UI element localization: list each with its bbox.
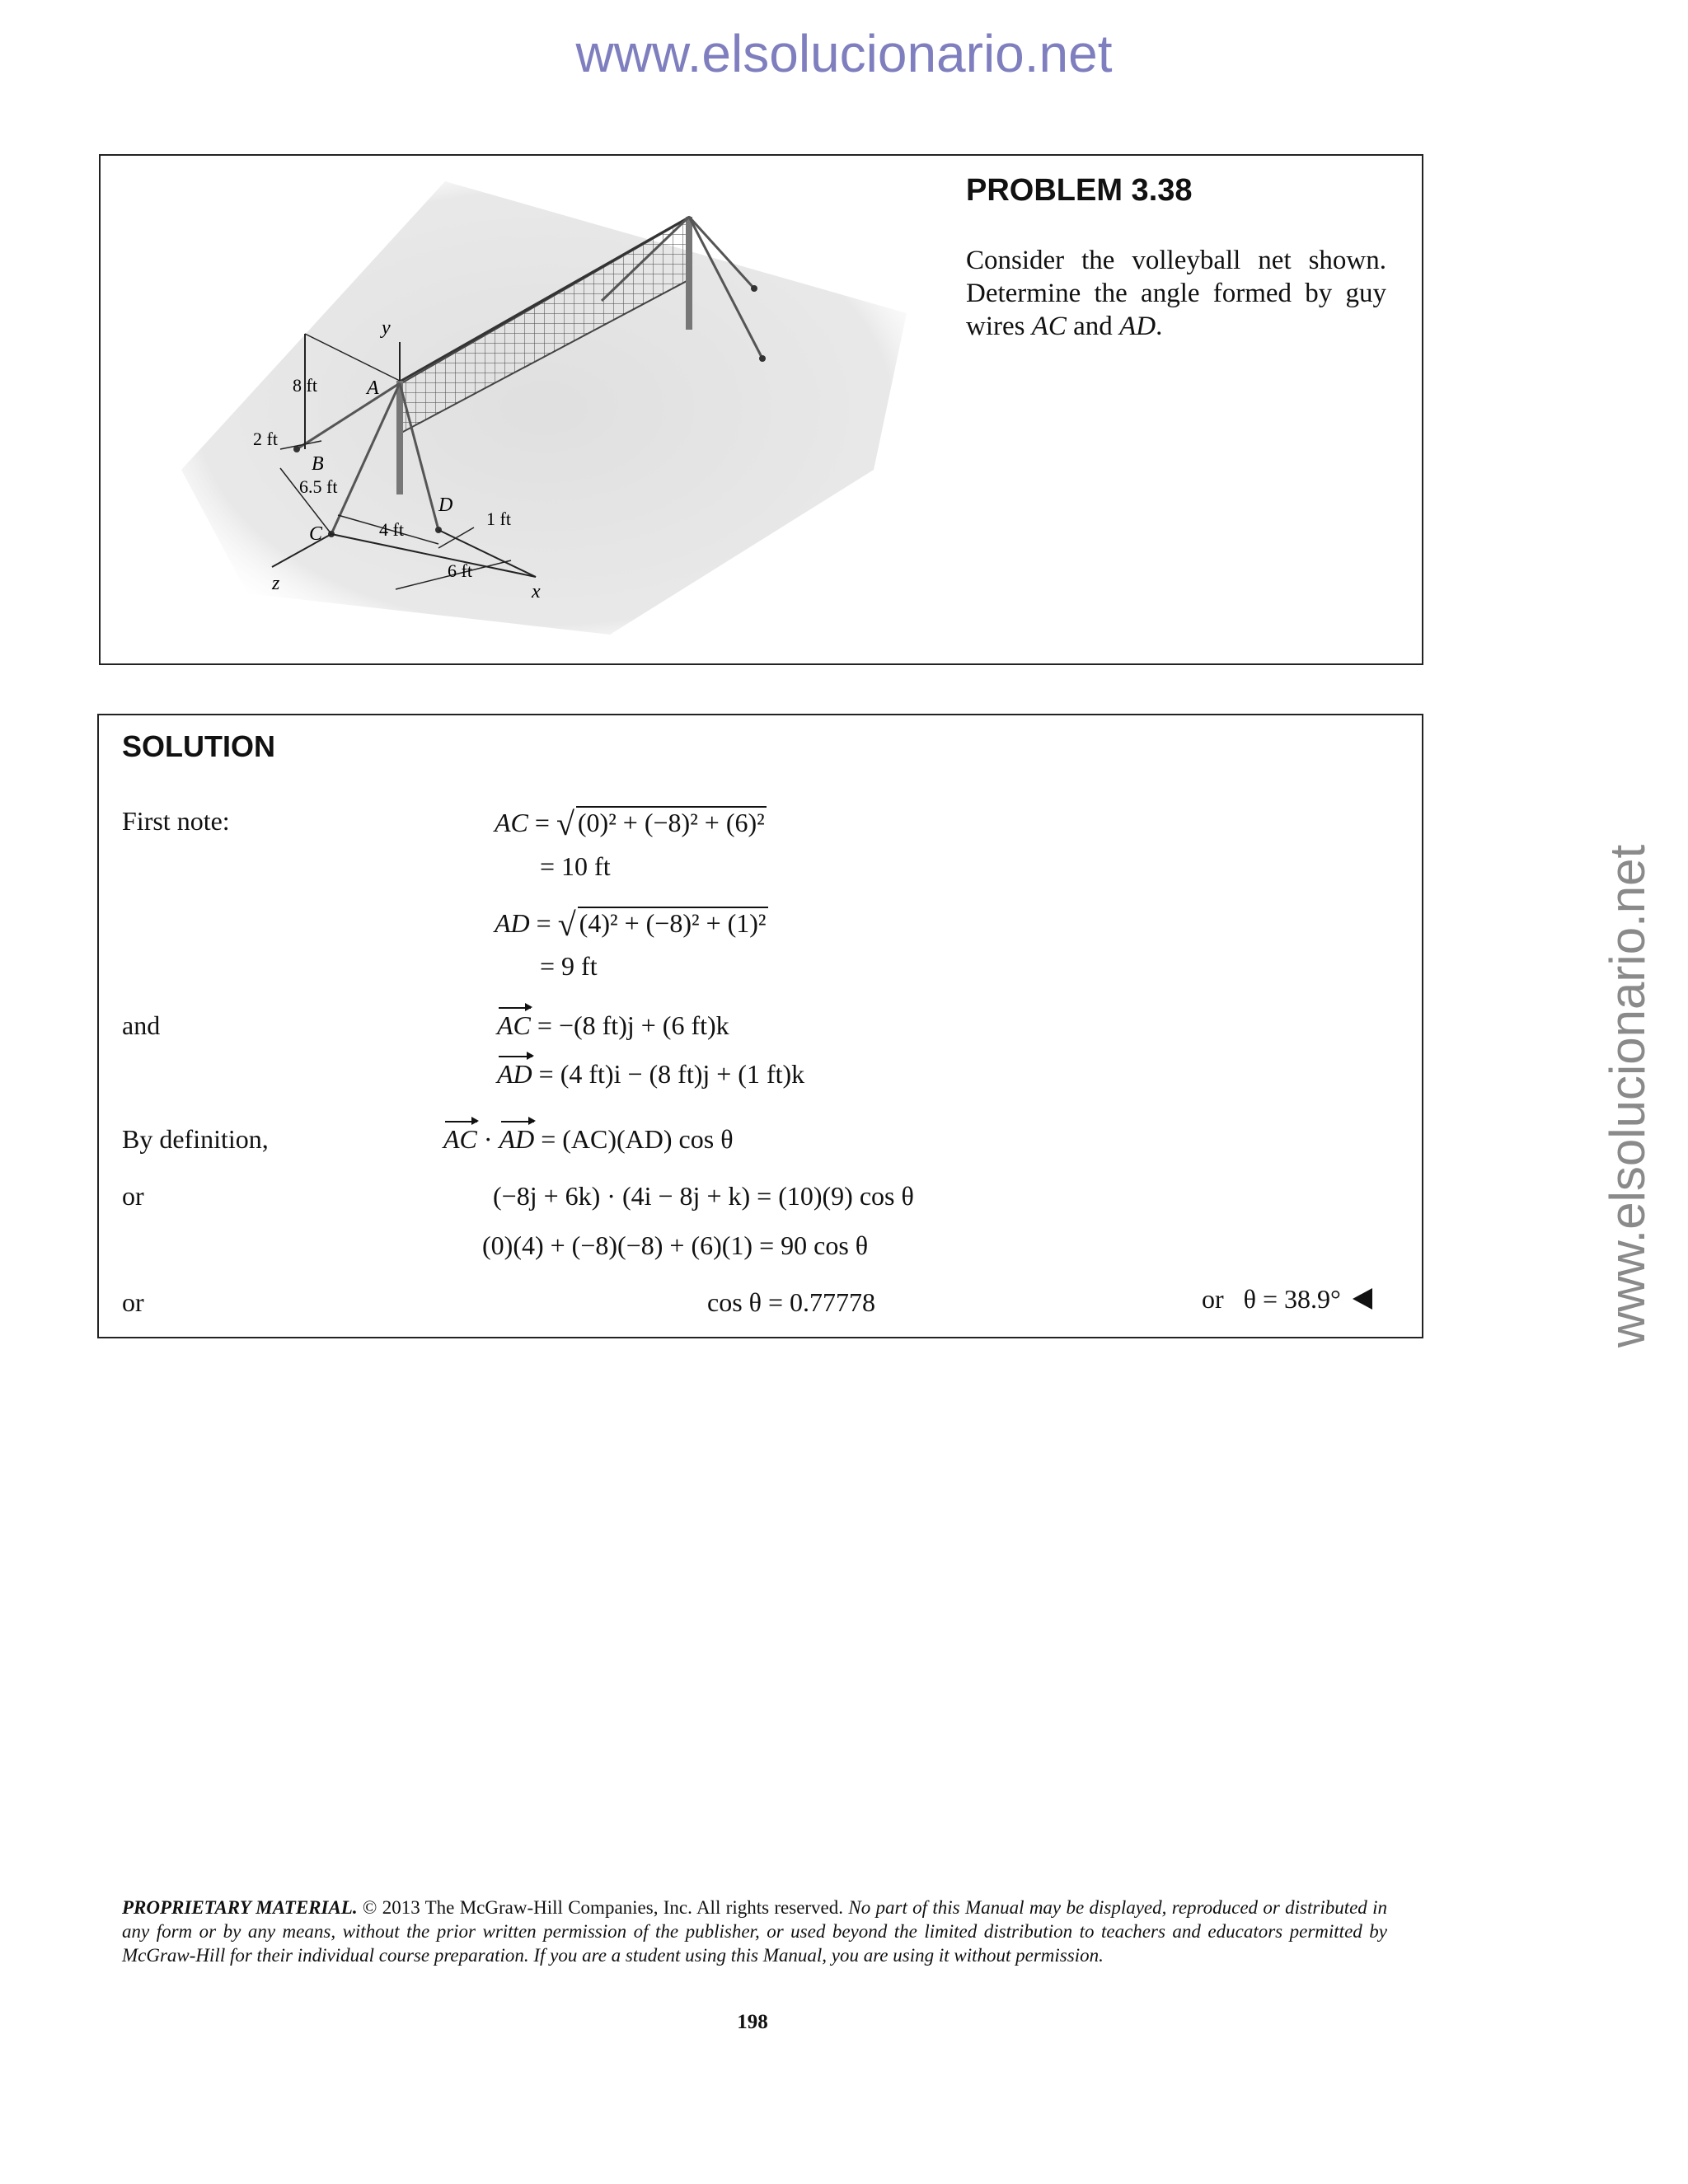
label-by-definition: By definition, [122,1124,269,1154]
eq-dot-numeric: (0)(4) + (−8)(−8) + (6)(1) = 90 cos θ [482,1230,869,1260]
eq-cos-result: cos θ = 0.77778 [707,1287,876,1317]
eq-dot-expanded: (−8j + 6k) · (4i − 8j + k) = (10)(9) cos θ [493,1181,914,1211]
label-B: B [312,453,324,475]
dim-4ft: 4 ft [379,519,404,540]
watermark-side: www.elsolucionario.net [1600,844,1655,1348]
final-answer: or θ = 38.9° [1202,1284,1372,1315]
stake-far-1 [751,285,757,292]
dim-1ft: 1 ft [486,509,511,529]
eq-dot-definition: AC · AD = (AC)(AD) cos θ [443,1124,734,1154]
label-C: C [309,523,323,545]
eq-ad-length: AD = √ (4)² + (−8)² + (1)² [495,906,767,943]
eq-vector-ac: AC = −(8 ft)j + (6 ft)k [497,1010,729,1040]
ground-shading [181,181,907,635]
volleyball-net-figure [148,165,940,651]
eq-ac-value: = 10 ft [540,851,611,881]
label-y: y [382,317,391,339]
problem-title: PROBLEM 3.38 [966,173,1193,208]
label-z: z [272,573,280,594]
label-and: and [122,1010,161,1040]
answer-marker-icon [1353,1288,1372,1310]
label-first-note: First note: [122,806,230,836]
dim-6ft: 6 ft [448,560,472,581]
stake-far-2 [759,355,766,362]
label-x: x [532,581,541,602]
problem-statement: Consider the volleyball net shown. Determine the angle formed by guy wires AC and AD. [966,246,1386,341]
page-number: 198 [737,2011,768,2033]
label-or-1: or [122,1181,144,1211]
label-A: A [367,377,379,399]
dim-8ft: 8 ft [293,375,317,396]
eq-ac-length: AC = √ (0)² + (−8)² + (6)² [495,805,765,842]
eq-ad-value: = 9 ft [540,951,598,981]
label-or-2: or [122,1287,144,1317]
label-D: D [438,494,453,516]
watermark-top: www.elsolucionario.net [575,24,1113,83]
dim-2ft: 2 ft [253,429,278,449]
eq-vector-ad: AD = (4 ft)i − (8 ft)j + (1 ft)k [497,1059,805,1089]
solution-title: SOLUTION [122,729,275,763]
dim-6-5ft: 6.5 ft [299,476,338,497]
proprietary-footer: PROPRIETARY MATERIAL. © 2013 The McGraw-Hill Companies, Inc. All rights reserved. No part of this Manual may be displayed, reproduced or distributed in any form or by any means, without the prior written permission of the publisher, or used beyond the limited distribution to teachers and educators permitted by McGraw-Hill for their individual course preparation. If you are a student using this Manual, you are using it without permission. [122,1897,1388,1966]
